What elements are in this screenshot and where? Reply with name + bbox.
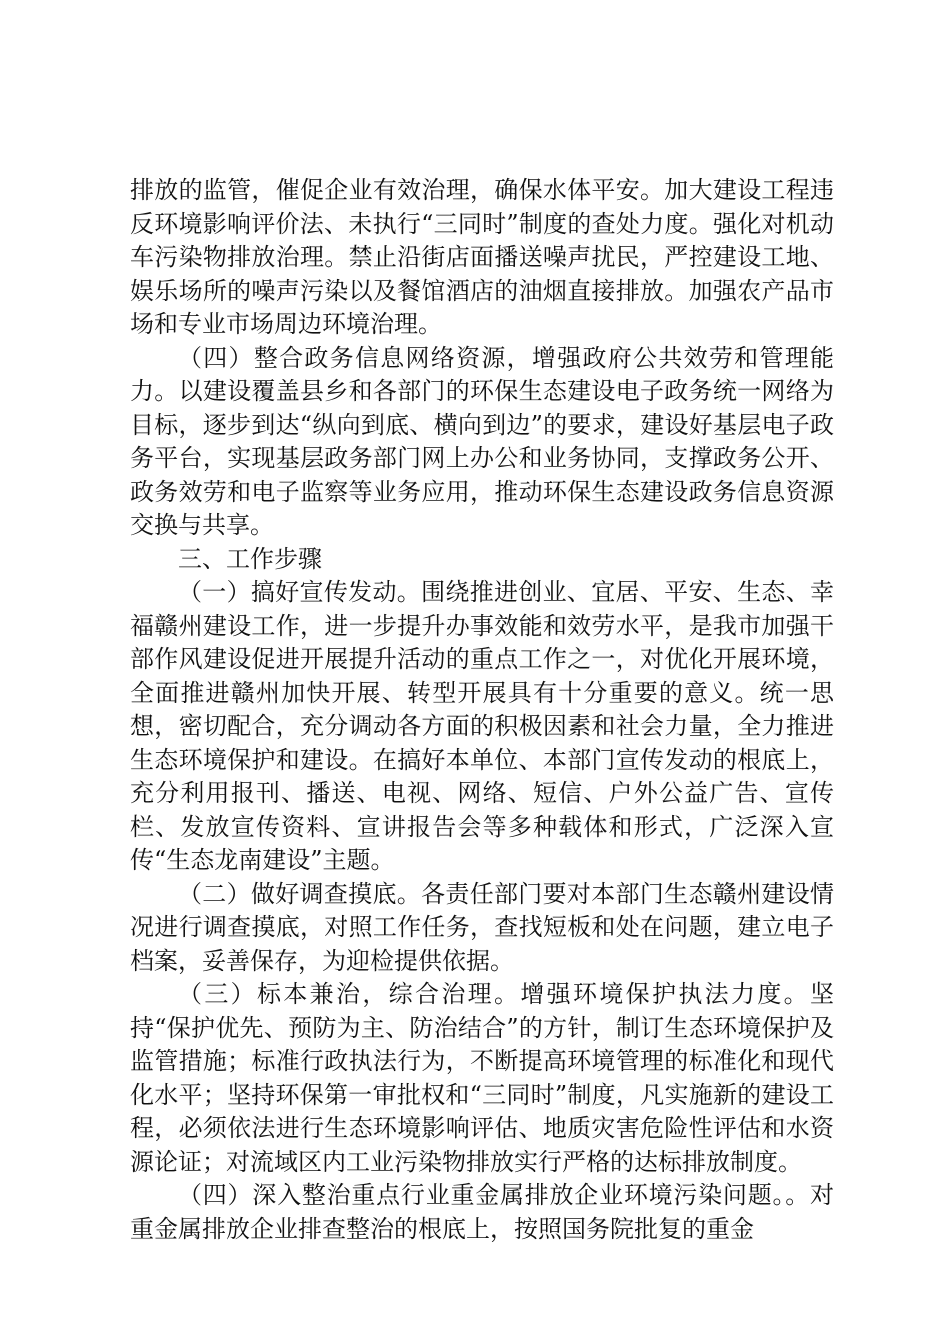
section-heading-work-steps: 三、工作步骤 bbox=[178, 544, 322, 573]
document-body bbox=[130, 174, 834, 1246]
paragraph-step-2-survey: （二）做好调查摸底。各责任部门要对本部门生态赣州建设情况进行调查摸底，对照工作任务，查找短板和处在问题，建立电子档案，妥善保存，为迎检提供依据。 bbox=[130, 879, 834, 975]
paragraph-item-4-egov: （四）整合政务信息网络资源，增强政府公共效劳和管理能力。以建设覆盖县乡和各部门的环保生态建设电子政务统一网络为目标，逐步到达“纵向到底、横向到边”的要求，建设好基层电子政务平台，实现基层政务部门网上办公和业务协同，支撑政务公开、政务效劳和电子监察等业务应用，推动环保生态建设政务信息资源交换与共享。 bbox=[130, 343, 834, 539]
paragraph-step-3-governance: （三）标本兼治，综合治理。增强环境保护执法力度。坚持“保护优先、预防为主、防治结合”的方针，制订生态环境保护及监管措施；标准行政执法行为，不断提高环境管理的标准化和现代化水平；坚持环保第一审批权和“三同时”制度，凡实施新的建设工程，必须依法进行生态环境影响评估、地质灾害危险性评估和水资源论证；对流域区内工业污染物排放实行严格的达标排放制度。 bbox=[130, 980, 834, 1176]
paragraph-continuation: 排放的监管，催促企业有效治理，确保水体平安。加大建设工程违反环境影响评价法、未执行“三同时”制度的查处力度。强化对机动车污染物排放治理。禁止沿街店面播送噪声扰民，严控建设工地、娱乐场所的噪声污染以及餐馆酒店的油烟直接排放。加强农产品市场和专业市场周边环境治理。 bbox=[130, 176, 834, 338]
paragraph-step-4-heavy-metals: （四）深入整治重点行业重金属排放企业环境污染问题。。对重金属排放企业排查整治的根底上，按照国务院批复的重金 bbox=[130, 1181, 834, 1243]
paragraph-step-1-publicity: （一）搞好宣传发动。围绕推进创业、宜居、平安、生态、幸福赣州建设工作，进一步提升办事效能和效劳水平，是我市加强干部作风建设促进开展提升活动的重点工作之一，对优化开展环境，全面推进赣州加快开展、转型开展具有十分重要的意义。统一思想，密切配合，充分调动各方面的积极因素和社会力量，全力推进生态环境保护和建设。在搞好本单位、本部门宣传发动的根底上，充分利用报刊、播送、电视、网络、短信、户外公益广告、宣传栏、发放宣传资料、宣讲报告会等多种载体和形式，广泛深入宣传“生态龙南建设”主题。 bbox=[130, 578, 834, 874]
